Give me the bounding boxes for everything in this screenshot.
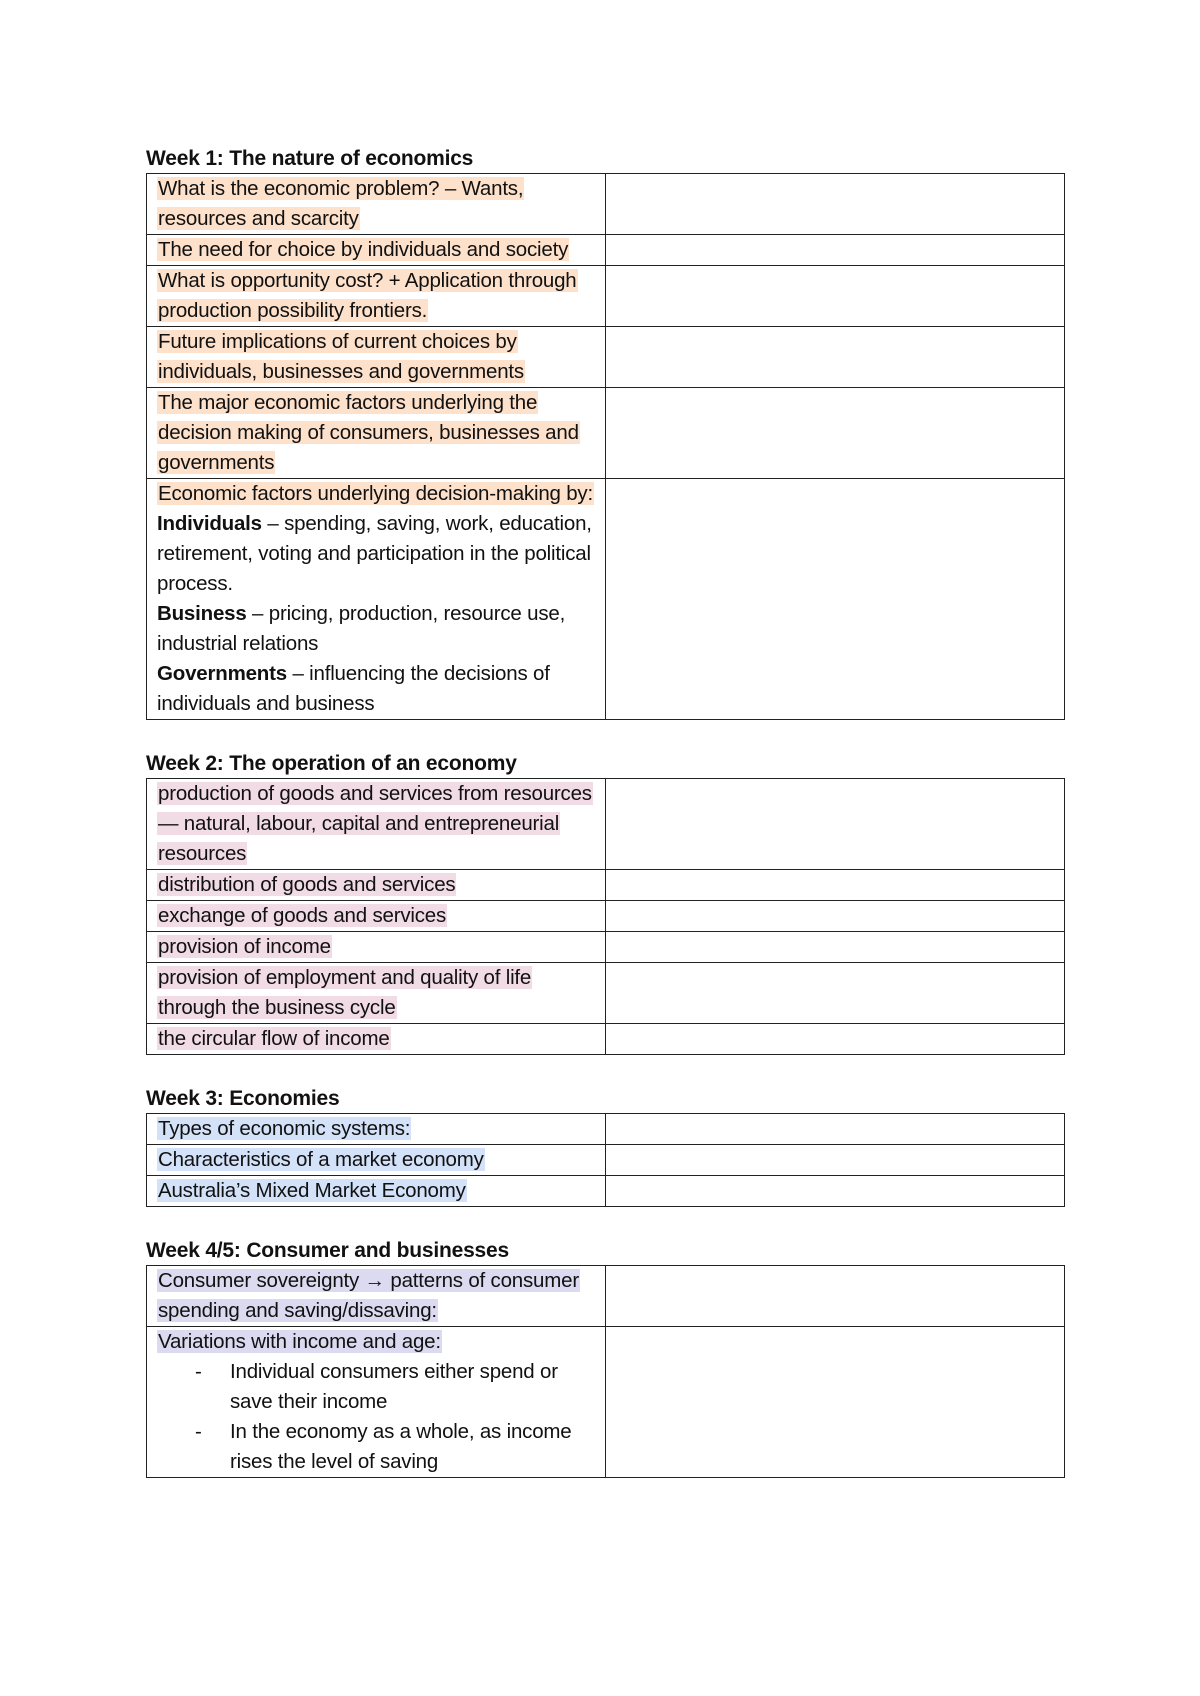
table-row [147, 235, 1065, 266]
notes-cell[interactable] [606, 1145, 1065, 1176]
factor-item-governments: Governments – influencing the decisions of individuals and business [157, 662, 550, 715]
week-4-5-title: Week 4/5: Consumer and businesses [146, 1239, 509, 1262]
table-row [147, 1024, 1065, 1055]
notes-cell[interactable] [606, 1114, 1065, 1145]
topic-cell: distribution of goods and services [147, 870, 606, 901]
topic-cell: Consumer sovereignty → patterns of consumer spending and saving/dissaving: [147, 1266, 606, 1327]
table-row [147, 1327, 1065, 1478]
topic-cell: the circular flow of income [147, 1024, 606, 1055]
topic-cell [147, 479, 606, 720]
document-page [146, 145, 1064, 1508]
notes-cell[interactable] [606, 1024, 1065, 1055]
notes-cell[interactable] [606, 901, 1065, 932]
notes-cell[interactable] [606, 479, 1065, 720]
notes-cell[interactable] [606, 1176, 1065, 1207]
notes-cell[interactable] [606, 932, 1065, 963]
notes-cell[interactable] [606, 235, 1065, 266]
table-row [147, 174, 1065, 235]
list-item: - Individual consumers either spend or save their income [157, 1357, 595, 1417]
notes-cell[interactable] [606, 963, 1065, 1024]
table-row [147, 327, 1065, 388]
topic-cell: provision of employment and quality of life through the business cycle [147, 963, 606, 1024]
notes-cell[interactable] [606, 870, 1065, 901]
topic-cell: Future implications of current choices by individuals, businesses and governments [147, 327, 606, 388]
week-3-title: Week 3: Economies [146, 1087, 340, 1110]
week-3-table [146, 1113, 1065, 1207]
topic-cell: Types of economic systems: [147, 1114, 606, 1145]
table-row [147, 932, 1065, 963]
topic-cell: Australia’s Mixed Market Economy [147, 1176, 606, 1207]
week-2-table [146, 778, 1065, 1055]
week-2-title: Week 2: The operation of an economy [146, 752, 517, 775]
notes-cell[interactable] [606, 266, 1065, 327]
notes-cell[interactable] [606, 388, 1065, 479]
table-row [147, 870, 1065, 901]
topic-cell: provision of income [147, 932, 606, 963]
topic-cell: exchange of goods and services [147, 901, 606, 932]
table-row [147, 1176, 1065, 1207]
table-row [147, 1266, 1065, 1327]
topic-cell: The major economic factors underlying the decision making of consumers, businesses and governments [147, 388, 606, 479]
notes-cell[interactable] [606, 327, 1065, 388]
factor-item-individuals: Individuals – spending, saving, work, education, retirement, voting and participation in the political process. [157, 512, 592, 595]
table-row [147, 901, 1065, 932]
variations-intro: Variations with income and age: [158, 1330, 441, 1353]
notes-cell[interactable] [606, 174, 1065, 235]
table-row [147, 479, 1065, 720]
decision-making-intro: Economic factors underlying decision-making by: [158, 482, 593, 505]
list-item: - In the economy as a whole, as income rises the level of saving [157, 1417, 595, 1477]
table-row [147, 388, 1065, 479]
notes-cell[interactable] [606, 1327, 1065, 1478]
table-row [147, 963, 1065, 1024]
dash-list [157, 1357, 595, 1477]
table-row [147, 779, 1065, 870]
table-row [147, 266, 1065, 327]
table-row [147, 1145, 1065, 1176]
topic-cell [147, 1327, 606, 1478]
topic-cell: Characteristics of a market economy [147, 1145, 606, 1176]
table-row [147, 1114, 1065, 1145]
topic-cell: What is the economic problem? – Wants, resources and scarcity [147, 174, 606, 235]
notes-cell[interactable] [606, 779, 1065, 870]
factor-item-business: Business – pricing, production, resource use, industrial relations [157, 602, 566, 655]
week-1-title: Week 1: The nature of economics [146, 147, 474, 170]
notes-cell[interactable] [606, 1266, 1065, 1327]
topic-cell: What is opportunity cost? + Application through production possibility frontiers. [147, 266, 606, 327]
topic-cell: The need for choice by individuals and society [147, 235, 606, 266]
week-4-5-table [146, 1265, 1065, 1478]
week-1-table [146, 173, 1065, 720]
topic-cell: production of goods and services from resources — natural, labour, capital and entrepreneurial resources [147, 779, 606, 870]
